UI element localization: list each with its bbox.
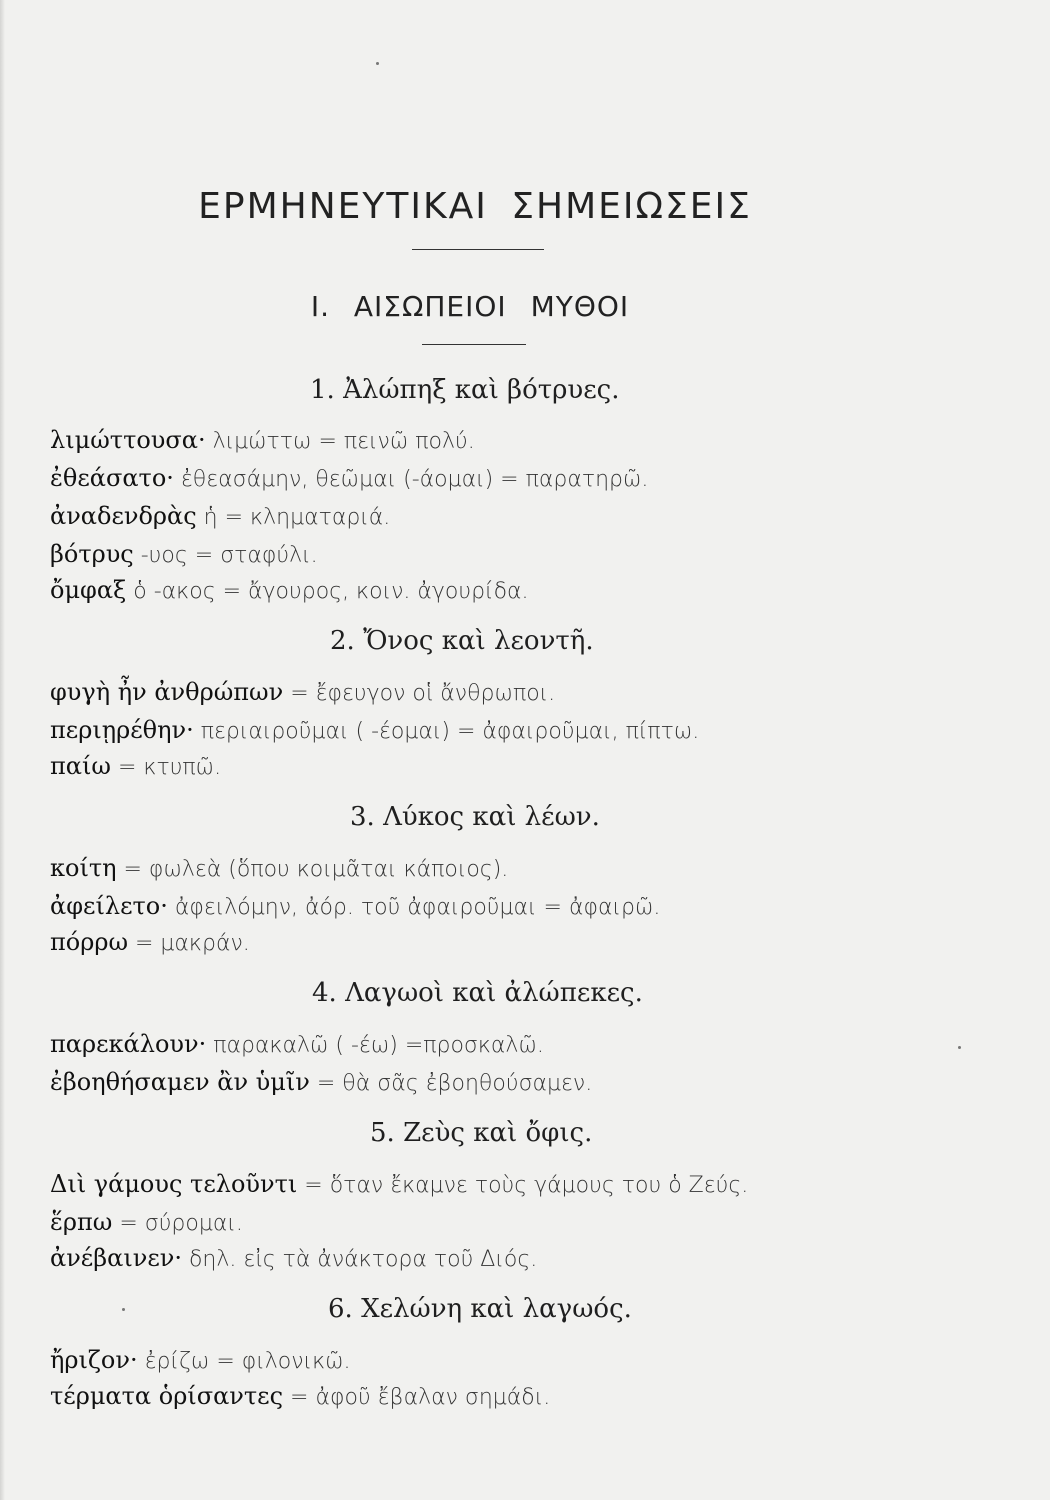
fable-heading-3: 3. Λύκος καὶ λέων. (350, 802, 600, 832)
entry-gloss: παρακαλῶ ( -έω) =προσκαλῶ. (206, 1033, 544, 1058)
entry-term: βότρυς (50, 540, 134, 568)
entry-term: ἐβοηθήσαμεν ἂν ὑμῖν (50, 1068, 310, 1096)
entry-gloss: ἀφειλόμην, ἀόρ. τοῦ ἀφαιροῦμαι = ἀφαιρῶ. (167, 895, 661, 920)
entry-gloss: -υος = σταφύλι. (133, 543, 318, 568)
fable-heading-6: 6. Χελώνη καὶ λαγωός. (328, 1294, 632, 1324)
gloss-entry (50, 678, 555, 706)
gloss-entry (50, 854, 508, 882)
gloss-entry (50, 752, 221, 780)
entry-term: λιμώττουσα· (50, 426, 206, 454)
entry-term: ἤριζον· (50, 1346, 138, 1374)
entry-gloss: = κτυπῶ. (110, 755, 222, 780)
gloss-entry (50, 464, 648, 492)
entry-gloss: ἡ = κληματαριά. (196, 505, 391, 530)
paper-speck (122, 1308, 125, 1311)
page-title: ΕΡΜΗΝΕΥΤΙΚΑΙ ΣΗΜΕΙΩΣΕΙΣ (198, 186, 752, 227)
entry-term: παρεκάλουν· (50, 1030, 207, 1058)
fable-heading-2: 2. Ὄνος καὶ λεοντῆ. (330, 626, 594, 656)
entry-term: κοίτη (50, 854, 117, 882)
entry-gloss: δηλ. εἰς τὰ ἀνάκτορα τοῦ Διός. (181, 1247, 538, 1272)
entry-gloss: λιμώττω = πεινῶ πολύ. (205, 429, 475, 454)
entry-term: ἐθεάσατο· (50, 464, 174, 492)
gloss-entry (50, 1068, 592, 1096)
gloss-entry (50, 716, 699, 744)
entry-term: ἀφείλετο· (50, 892, 168, 920)
entry-gloss: = ἔφευγον οἱ ἄνθρωποι. (283, 681, 556, 706)
entry-gloss: = σύρομαι. (112, 1211, 243, 1236)
entry-term: φυγὴ ἦν ἀνθρώπων (50, 678, 284, 706)
entry-gloss: περιαιροῦμαι ( -έομαι) = ἀφαιροῦμαι, πίπτω. (193, 719, 700, 744)
entry-gloss: ἐρίζω = φιλονικῶ. (137, 1349, 351, 1374)
gloss-entry (50, 540, 318, 568)
entry-gloss: = μακράν. (128, 931, 250, 956)
entry-gloss: = ὅταν ἔκαμνε τοὺς γάμους του ὁ Ζεύς. (297, 1173, 749, 1198)
entry-term: παίω (50, 752, 111, 780)
gloss-entry (50, 1346, 351, 1374)
subtitle-divider (422, 344, 526, 345)
gloss-entry (50, 1382, 550, 1410)
paper-speck (376, 62, 379, 65)
gloss-entry (50, 1170, 748, 1198)
title-divider (412, 249, 544, 250)
gloss-entry (50, 892, 660, 920)
gloss-entry (50, 426, 475, 454)
gloss-entry (50, 1244, 537, 1272)
entry-term: ἀνέβαινεν· (50, 1244, 182, 1272)
gloss-entry (50, 928, 250, 956)
entry-term: ἕρπω (50, 1208, 113, 1236)
entry-term: ὄμφαξ (50, 576, 127, 604)
entry-term: πόρρω (50, 928, 129, 956)
entry-term: ἀναδενδρὰς (50, 502, 197, 530)
fable-heading-4: 4. Λαγωοὶ καὶ ἀλώπεκες. (312, 978, 643, 1008)
gloss-entry (50, 1030, 544, 1058)
entry-gloss: ὁ -ακος = ἄγουρος, κοιν. ἀγουρίδα. (126, 579, 529, 604)
gloss-entry (50, 576, 529, 604)
entry-term: Διὶ γάμους τελοῦντι (50, 1170, 298, 1198)
gloss-entry (50, 502, 390, 530)
entry-gloss: ἐθεασάμην, θεῶμαι (-άομαι) = παρατηρῶ. (173, 467, 649, 492)
entry-gloss: = φωλεὰ (ὅπου κοιμᾶται κάποιος). (116, 857, 509, 882)
paper-speck (958, 1046, 961, 1049)
entry-term: περιῃρέθην· (50, 716, 194, 744)
entry-gloss: = ἀφοῦ ἔβαλαν σημάδι. (283, 1385, 551, 1410)
entry-term: τέρματα ὁρίσαντες (50, 1382, 284, 1410)
gloss-entry (50, 1208, 243, 1236)
fable-heading-5: 5. Ζεὺς καὶ ὄφις. (370, 1118, 593, 1148)
entry-gloss: = θὰ σᾶς ἐβοηθούσαμεν. (309, 1071, 593, 1096)
fable-heading-1: 1. Ἀλώπηξ καὶ βότρυες. (310, 375, 620, 405)
section-subtitle: I. ΑΙΣΩΠΕΙΟΙ ΜΥΘΟΙ (310, 290, 630, 323)
